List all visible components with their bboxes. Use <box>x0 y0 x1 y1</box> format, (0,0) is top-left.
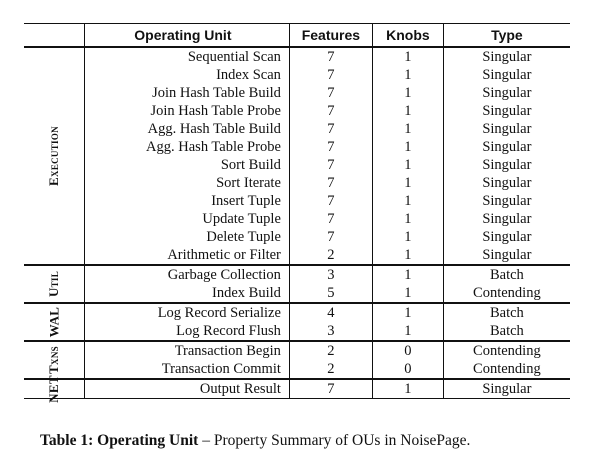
table-row <box>24 138 570 156</box>
cell-knobs: 0 <box>372 341 443 360</box>
cell-knobs: 1 <box>372 138 443 156</box>
cell-features: 7 <box>289 192 372 210</box>
header-row <box>24 24 570 48</box>
cell-type: Contending <box>473 361 541 377</box>
cell-knobs: 1 <box>372 174 443 192</box>
header-knobs: Knobs <box>372 24 443 48</box>
cell-knobs: 1 <box>372 102 443 120</box>
cell-features: 2 <box>289 246 372 265</box>
table-row <box>24 246 570 265</box>
cell-type: Singular <box>482 175 532 191</box>
group-label: NET <box>45 375 61 403</box>
cell-operating-unit: Insert Tuple <box>84 192 289 210</box>
caption-text: – Property Summary of OUs in NoisePage. <box>198 432 471 449</box>
table-row <box>24 360 570 379</box>
table-row <box>24 84 570 102</box>
group-label-cell <box>24 341 84 379</box>
table-row <box>24 47 570 66</box>
cell-type: Singular <box>482 211 532 227</box>
group-label-cell <box>24 265 84 303</box>
cell-type: Singular <box>482 193 532 209</box>
cell-type: Batch <box>489 323 524 339</box>
cell-features: 7 <box>289 379 372 399</box>
cell-operating-unit: Log Record Serialize <box>84 303 289 322</box>
cell-operating-unit: Agg. Hash Table Build <box>84 120 289 138</box>
caption-label: Table 1: Operating Unit <box>40 432 199 449</box>
cell-type: Singular <box>482 121 532 137</box>
table-row <box>24 210 570 228</box>
cell-operating-unit: Join Hash Table Build <box>84 84 289 102</box>
cell-features: 4 <box>289 303 372 322</box>
cell-features: 7 <box>289 47 372 66</box>
cell-knobs: 1 <box>372 210 443 228</box>
table-group <box>24 47 570 265</box>
cell-features: 2 <box>289 341 372 360</box>
cell-features: 3 <box>289 322 372 341</box>
cell-knobs: 1 <box>372 322 443 341</box>
cell-type: Batch <box>489 305 524 321</box>
cell-knobs: 1 <box>372 66 443 84</box>
cell-operating-unit: Output Result <box>84 379 289 399</box>
group-label: WAL <box>45 306 61 338</box>
table-header <box>24 24 570 48</box>
cell-features: 7 <box>289 138 372 156</box>
group-label-cell <box>24 375 84 403</box>
table-group <box>24 375 570 403</box>
cell-type: Singular <box>482 157 532 173</box>
cell-type: Singular <box>482 229 532 245</box>
cell-type: Singular <box>482 49 532 65</box>
cell-operating-unit: Index Scan <box>84 66 289 84</box>
cell-features: 7 <box>289 156 372 174</box>
group-label: Execution <box>45 126 61 186</box>
cell-type: Singular <box>482 247 532 263</box>
table-row <box>24 66 570 84</box>
cell-operating-unit: Arithmetic or Filter <box>84 246 289 265</box>
table-group <box>24 341 570 379</box>
cell-features: 7 <box>289 210 372 228</box>
header-type: Type <box>491 27 523 43</box>
group-label-cell <box>24 303 84 341</box>
cell-features: 7 <box>289 66 372 84</box>
cell-operating-unit: Sort Iterate <box>84 174 289 192</box>
cell-type: Singular <box>482 85 532 101</box>
table-group <box>24 265 570 303</box>
table-row <box>24 228 570 246</box>
cell-type: Batch <box>489 267 524 283</box>
cell-features: 7 <box>289 102 372 120</box>
cell-operating-unit: Update Tuple <box>84 210 289 228</box>
table-row <box>24 341 570 360</box>
cell-operating-unit: Delete Tuple <box>84 228 289 246</box>
cell-knobs: 1 <box>372 228 443 246</box>
table-row <box>24 120 570 138</box>
table-row <box>24 174 570 192</box>
cell-type: Singular <box>482 139 532 155</box>
table-row <box>24 265 570 284</box>
table-row <box>24 156 570 174</box>
cell-knobs: 1 <box>372 192 443 210</box>
operating-unit-table <box>24 23 570 403</box>
cell-type: Singular <box>482 381 532 397</box>
cell-operating-unit: Log Record Flush <box>84 322 289 341</box>
header-features: Features <box>289 24 372 48</box>
cell-knobs: 1 <box>372 120 443 138</box>
cell-knobs: 1 <box>372 284 443 303</box>
cell-operating-unit: Sequential Scan <box>84 47 289 66</box>
table-row <box>24 303 570 322</box>
cell-features: 7 <box>289 174 372 192</box>
cell-knobs: 0 <box>372 360 443 379</box>
cell-knobs: 1 <box>372 379 443 399</box>
cell-operating-unit: Transaction Commit <box>84 360 289 379</box>
cell-operating-unit: Sort Build <box>84 156 289 174</box>
cell-features: 7 <box>289 228 372 246</box>
cell-operating-unit: Agg. Hash Table Probe <box>84 138 289 156</box>
header-operating-unit: Operating Unit <box>84 24 289 48</box>
group-label-cell <box>24 47 84 265</box>
cell-type: Contending <box>473 343 541 359</box>
group-label: Util <box>45 270 61 298</box>
cell-type: Singular <box>482 67 532 83</box>
cell-operating-unit: Transaction Begin <box>84 341 289 360</box>
table-row <box>24 102 570 120</box>
cell-knobs: 1 <box>372 246 443 265</box>
cell-type: Singular <box>482 103 532 119</box>
cell-knobs: 1 <box>372 84 443 102</box>
header-group-column <box>24 24 84 48</box>
group-label: Txns <box>45 346 61 374</box>
cell-operating-unit: Garbage Collection <box>84 265 289 284</box>
cell-features: 5 <box>289 284 372 303</box>
cell-features: 7 <box>289 120 372 138</box>
cell-knobs: 1 <box>372 303 443 322</box>
table-row <box>24 192 570 210</box>
table-row <box>24 284 570 303</box>
cell-knobs: 1 <box>372 265 443 284</box>
table-caption <box>40 432 470 450</box>
table-group <box>24 303 570 341</box>
cell-operating-unit: Join Hash Table Probe <box>84 102 289 120</box>
cell-type: Contending <box>473 285 541 301</box>
cell-operating-unit: Index Build <box>84 284 289 303</box>
cell-features: 2 <box>289 360 372 379</box>
cell-knobs: 1 <box>372 47 443 66</box>
table-row <box>24 379 570 399</box>
cell-features: 7 <box>289 84 372 102</box>
cell-features: 3 <box>289 265 372 284</box>
cell-knobs: 1 <box>372 156 443 174</box>
table-row <box>24 322 570 341</box>
